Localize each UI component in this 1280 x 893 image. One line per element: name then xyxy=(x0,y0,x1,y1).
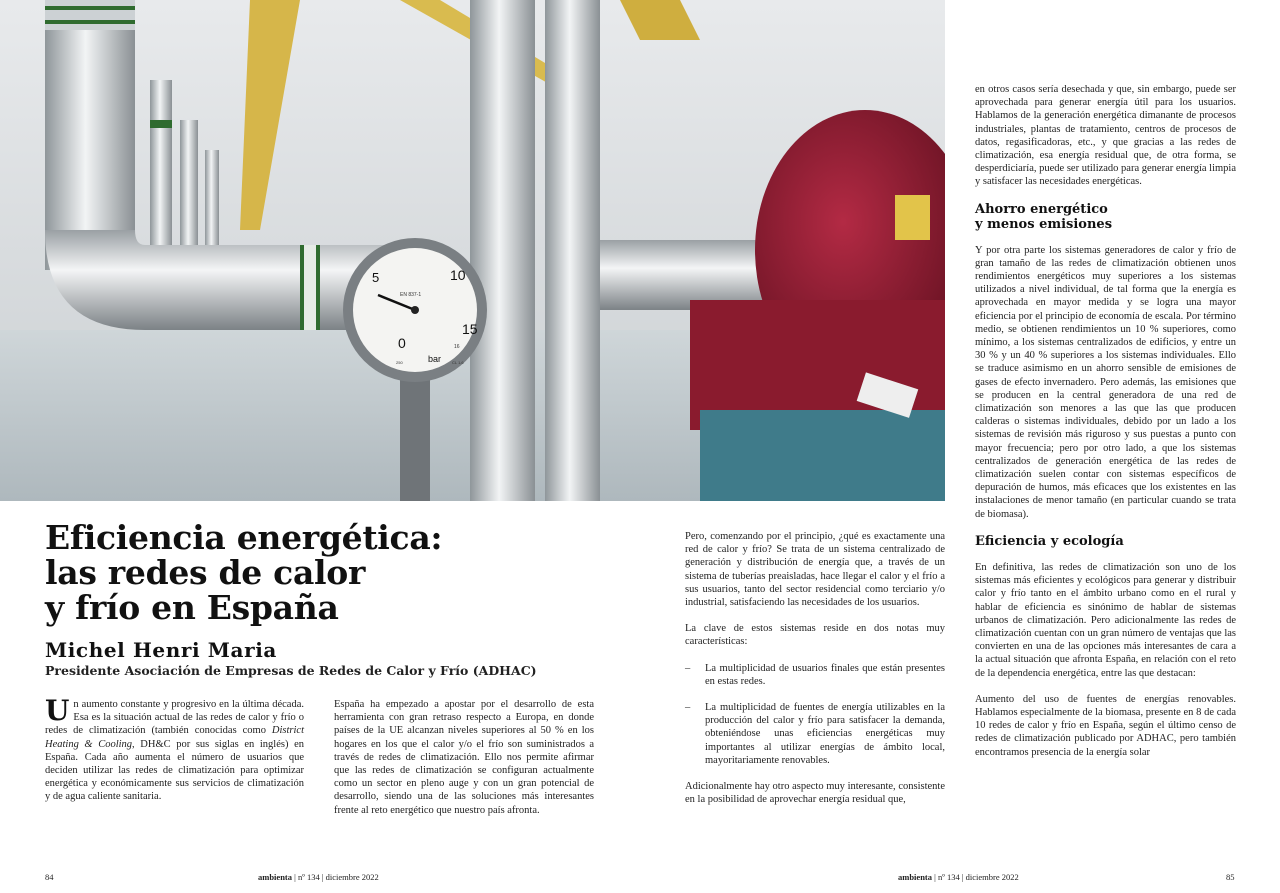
bullet-dash: – xyxy=(685,662,691,674)
heading-line: y menos emisiones xyxy=(975,216,1113,232)
gauge-model: EN 837-1 xyxy=(400,292,422,298)
heading-line: Ahorro energético xyxy=(975,201,1108,217)
pipe-band xyxy=(304,245,316,330)
title-line: y frío en España xyxy=(45,588,339,627)
gauge-hub xyxy=(411,306,419,314)
author-name: Michel Henri Maria xyxy=(45,638,277,662)
motor-label-tag xyxy=(895,195,930,240)
gauge-label: 5 xyxy=(372,270,380,285)
list-item-text: La multiplicidad de fuentes de energía utilizables en la producción del calor y frío para satisfacer la demanda, obteniéndose unas eficiencias energéticas muy importantes al utilizar energías de ámbito local, mayoritariamente renovables. xyxy=(705,702,945,766)
page-number-right: 85 xyxy=(1226,872,1235,882)
pipe xyxy=(470,0,535,501)
text-column-3 xyxy=(685,530,945,819)
footer-issue-left xyxy=(258,872,379,882)
pipe xyxy=(45,0,135,270)
paragraph: En definitiva, las redes de climatización son uno de los sistemas más eficientes y ecológicos para generar y distribuir calor y frío tanto en el ámbito urbano como en el rural y hablar de eficiencia es sinónimo de hablar de sistemas urbanos de climatización. Pero adicionalmente las redes de climatización cuentan con un gran número de ventajas que las convierten en una de las opciones más interesantes de cara a la actual situación que afronta España, en relación con el reto de la dependencia energética, entre las que destacan: xyxy=(975,561,1236,679)
paragraph: en otros casos sería desechada y que, sin embargo, puede ser aprovechada para generar energía útil para los usuarios. Hablamos de la generación energética dimanante de procesos industriales, plantas de tratamiento, centros de procesos de datos, regasificadoras, etc., y que gracias a las redes de climatización, esa energía residual que, de otra forma, se desperdiciaría, puede ser utilizado para generar energía limpia y satisfacer las necesidades energéticas. xyxy=(975,84,1237,188)
page-number-left: 84 xyxy=(45,872,54,882)
gauge-label: 15 xyxy=(462,321,478,337)
text-run: n aumento constante y progresivo en la última década. Esa es la situación actual de las redes de calor y frío o redes de climatización (también conocidas como xyxy=(45,699,304,737)
hero-photo xyxy=(0,0,945,501)
paragraph: Y por otra parte los sistemas generadores de calor y frío de gran tamaño de las redes de climatización obtienen unos rendimientos energéticos muy superiores a los sistemas utilizados a nivel individual, de tal forma que la energía es aprovechada en mayor medida y se logra una mayor eficiencia por el principio de economía de escala. Por término medio, se obtienen rendimientos un 10 % superiores, como mínimo, a los sistemas centralizados de edificios, y entre un 30 % y un 40 % superiores a los sistemas individuales. Ello se traduce asimismo en un ahorro sensible de emisiones de gases de efecto invernadero. Pero además, las emisiones que se producen en la central generadora de una red de climatización son menores a las que las que producen calderas o sistemas individuales, debido por un lado a los sistemas de revisión más riguroso y sus puestas a punto con mayor frecuencia; pero por otro lado, a que los sistemas centralizados de generación energética de las redes de climatización suelen contar con sistemas específicos de depuración de humos, más eficaces que los existentes en las instalaciones de menor tamaño (en particular cuando se trata de biomasa). xyxy=(975,244,1236,520)
section-heading: Eficiencia y ecología xyxy=(975,533,1124,549)
text-column-4 xyxy=(975,83,1236,772)
bullet-dash: – xyxy=(685,702,691,714)
gauge-label: 10 xyxy=(450,267,466,283)
pipe-band xyxy=(150,120,172,128)
title-line: las redes de calor xyxy=(45,553,366,592)
gauge-small-label: CL 1.6 xyxy=(452,360,464,365)
list-item-text: La multiplicidad de usuarios finales que están presentes en estas redes. xyxy=(705,662,945,687)
magazine-name: ambienta xyxy=(258,872,292,882)
text-column-2 xyxy=(334,698,594,830)
gauge-small-label: 16 xyxy=(454,344,460,350)
title-line: Eficiencia energética: xyxy=(45,518,443,557)
paragraph: Adicionalmente hay otro aspecto muy interesante, consistente en la posibilidad de aprovechar energía residual que, xyxy=(685,781,945,806)
paragraph: Pero, comenzando por el principio, ¿qué es exactamente una red de calor y frío? Se trata de un sistema centralizado de generación y distribución de energía que, a través de un sistema de tuberías preaisladas, hace llegar el calor y el frío a sus usuarios, tanto del sector residencial como terciario y/o industrial, satisfaciendo las necesidades de los usuarios. xyxy=(685,531,945,609)
text-column-1 xyxy=(45,694,304,817)
issue-info: | nº 134 | diciembre 2022 xyxy=(932,872,1019,882)
gauge-stem xyxy=(400,370,430,501)
gauge-small-label: 250 xyxy=(396,360,403,365)
paragraph: Aumento del uso de fuentes de energías renovables. Hablamos especialmente de la biomasa, presente en 8 de cada 10 redes de calor y frío en España, según el último censo de redes de climatización publicado por ADHAC, pero también encontramos presencia de la energía solar xyxy=(975,693,1236,758)
pipe xyxy=(545,0,600,501)
section-heading xyxy=(975,202,1236,232)
list-item xyxy=(685,662,945,688)
gauge-unit: bar xyxy=(428,354,442,364)
paragraph: La clave de estos sistemas reside en dos notas muy características: xyxy=(685,623,945,648)
article-title xyxy=(45,520,515,625)
paragraph: España ha empezado a apostar por el desarrollo de esta herramienta con gran retraso respecto a Europa, en donde países de la UE alcanzan niveles superiores al 50 % en los hogares en los que el calor y/o el frío son suministrados a través de redes de climatización. Ello nos permite afirmar que las redes de climatización se configuran actualmente como un sector en pleno auge y con un gran potencial de desarrollo, siendo una de las soluciones más interesantes frente al reto energético que nuestro país afronta. xyxy=(334,699,594,816)
list-item xyxy=(685,701,945,767)
pipe-band xyxy=(45,6,135,10)
pipe xyxy=(600,240,770,310)
author-role: Presidente Asociación de Empresas de Redes de Calor y Frío (ADHAC) xyxy=(45,663,537,678)
italic-term: District Heating & Cooling xyxy=(45,725,304,750)
issue-info: | nº 134 | diciembre 2022 xyxy=(292,872,379,882)
gauge-label: 0 xyxy=(398,335,406,351)
magazine-name: ambienta xyxy=(898,872,932,882)
pipe-band xyxy=(45,20,135,24)
drop-cap: U xyxy=(45,694,70,727)
machine-base xyxy=(700,410,945,501)
footer-issue-right xyxy=(898,872,1019,882)
paragraph xyxy=(45,694,304,804)
text-run: , DH&C por sus siglas en inglés) en España. Cada año aumenta el número de usuarios que deciden utilizar las redes de climatización para optimizar energética y económicamente sus servicios de climatización y de agua caliente sanitaria. xyxy=(45,738,304,803)
pipe-band xyxy=(45,0,135,30)
